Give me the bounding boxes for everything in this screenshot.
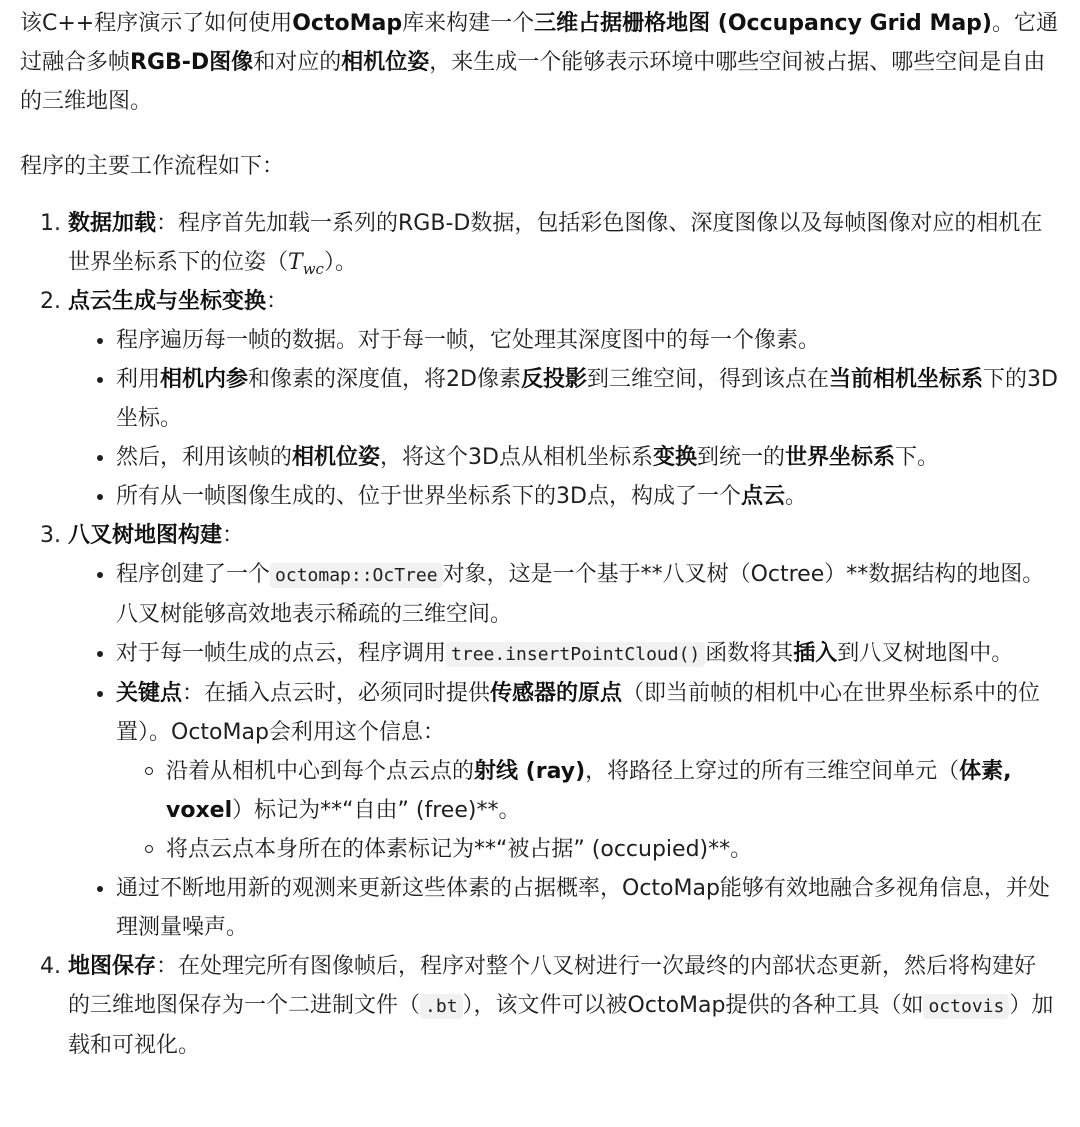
intro-text-5: ，来生成一个能够表示环境中哪些空间被占据、哪些空间是自由的三维地图。 — [20, 50, 1046, 114]
bullet-text: 和像素的深度值，将2D像素 — [248, 367, 521, 392]
bullet-text: 利用 — [116, 367, 161, 392]
sub-list-item — [166, 830, 1058, 869]
step-number: 3. — [40, 523, 61, 548]
math-subscript: wc — [302, 260, 324, 278]
sub-bullet-text: 沿着从相机中心到每个点云点的 — [166, 759, 475, 784]
bullet-text: ，将这个3D点从相机坐标系 — [380, 445, 653, 470]
intro-text-3: 。它通过融合多帧 — [20, 11, 1058, 75]
sub-bullet-bold: 体素, voxel — [166, 759, 1012, 823]
list-item — [116, 555, 1058, 634]
bullet-text: 所有从一帧图像生成的、位于世界坐标系下的3D点，构成了一个 — [116, 484, 741, 509]
sub-bullet-text: 将点云点本身所在的体素标记为**“被占据” (occupied)**。 — [166, 837, 753, 862]
bullet-text: 然后，利用该帧的 — [116, 445, 293, 470]
step-title: 地图保存 — [68, 954, 157, 979]
inline-code-insert: tree.insertPointCloud() — [446, 642, 705, 667]
bullet-text: 到三维空间，得到该点在 — [587, 367, 830, 392]
bullet-bold: 世界坐标系 — [785, 445, 896, 470]
sub-list-item — [166, 752, 1058, 830]
intro-text-4: 和对应的 — [253, 50, 342, 75]
step-2-bullets — [68, 321, 1058, 516]
bullet-text: 下的3D坐标。 — [116, 367, 1058, 431]
step-number: 4. — [40, 954, 61, 979]
intro-camera-pose: 相机位姿 — [341, 50, 430, 75]
step-3-bullets — [68, 555, 1058, 947]
inline-code-octree: octomap::OcTree — [270, 563, 443, 588]
bullet-bold: 相机内参 — [160, 367, 249, 392]
bullet-bold: 传感器的原点 — [490, 681, 623, 706]
bullet-bold: 关键点 — [116, 681, 183, 706]
step-4 — [40, 947, 1058, 1065]
list-item — [116, 869, 1058, 947]
bullet-text: 程序创建了一个 — [116, 562, 271, 587]
math-symbol: T — [288, 250, 303, 275]
list-item — [116, 674, 1058, 869]
bullet-bold: 变换 — [652, 445, 697, 470]
bullet-text: 对象，这是一个基于**八叉树（Octree）**数据结构的地图。八叉树能够高效地表示稀疏的三维空间。 — [116, 562, 1045, 627]
bullet-text: 函数将其 — [705, 641, 794, 666]
bullet-text: （即当前帧的相机中心在世界坐标系中的位置）。OctoMap会利用这个信息： — [116, 681, 1041, 745]
bullet-bold: 相机位姿 — [292, 445, 381, 470]
bullet-text: 程序遍历每一帧的数据。对于每一帧，它处理其深度图中的每一个像素。 — [116, 328, 821, 353]
step-title: 八叉树地图构建 — [68, 523, 223, 548]
bullet-text: 到统一的 — [697, 445, 786, 470]
bullet-bold: 点云 — [740, 484, 785, 509]
step-number: 1. — [40, 211, 61, 236]
intro-paragraph — [20, 4, 1058, 121]
intro-rgbd: RGB-D图像 — [130, 50, 254, 75]
bullet-bold: 反投影 — [520, 367, 587, 392]
bullet-bold: 插入 — [793, 641, 838, 666]
intro-occupancy-map: 三维占据栅格地图 (Occupancy Grid Map) — [534, 11, 992, 36]
list-item — [116, 438, 1058, 477]
sub-bullet-text: ）标记为**“自由” (free)**。 — [232, 798, 521, 823]
step-text: ：在处理完所有图像帧后，程序对整个八叉树进行一次最终的内部状态更新，然后将构建好的三维地图保存为一个二进制文件（ — [68, 954, 1037, 1018]
pose-math — [288, 250, 324, 278]
workflow-lead: 程序的主要工作流程如下： — [20, 154, 285, 179]
list-item — [116, 634, 1058, 674]
bullet-text: 对于每一帧生成的点云，程序调用 — [116, 641, 447, 666]
step-title: 点云生成与坐标变换 — [68, 289, 267, 314]
step-3 — [40, 516, 1058, 947]
step-number: 2. — [40, 289, 61, 314]
bullet-text: 下。 — [895, 445, 940, 470]
intro-text-1: 该C++程序演示了如何使用 — [20, 11, 293, 36]
inline-code-octovis: octovis — [923, 994, 1009, 1019]
bullet-text: 到八叉树地图中。 — [837, 641, 1014, 666]
workflow-steps — [20, 204, 1058, 1065]
step-text: ），该文件可以被OctoMap提供的各种工具（如 — [462, 993, 924, 1018]
step-2 — [40, 282, 1058, 516]
step-text: ：程序首先加载一系列的RGB-D数据，包括彩色图像、深度图像以及每帧图像对应的相机在世界坐标系下的位姿（ — [68, 211, 1043, 275]
sub-bullet-bold: 射线 (ray) — [474, 759, 586, 784]
bullet-text: 。 — [784, 484, 807, 509]
bullet-text: 通过不断地用新的观测来更新这些体素的占据概率，OctoMap能够有效地融合多视角信息，并处理测量噪声。 — [116, 876, 1050, 940]
list-item — [116, 360, 1058, 438]
intro-octomap: OctoMap — [292, 11, 403, 36]
intro-text-2: 库来构建一个 — [402, 11, 535, 36]
bullet-text: ：在插入点云时，必须同时提供 — [182, 681, 491, 706]
inline-code-bt: .bt — [420, 994, 463, 1019]
sub-bullet-text: ，将路径上穿过的所有三维空间单元（ — [585, 759, 960, 784]
step-text: ）加载和可视化。 — [68, 993, 1054, 1058]
bullet-bold: 当前相机坐标系 — [829, 367, 984, 392]
step-colon: ： — [266, 289, 289, 314]
step-text-end: ）。 — [323, 250, 357, 275]
list-item — [116, 321, 1058, 360]
step-title: 数据加载 — [68, 211, 157, 236]
step-1 — [40, 204, 1058, 282]
step-colon: ： — [222, 523, 245, 548]
list-item — [116, 477, 1058, 516]
sub-bullets — [116, 752, 1058, 869]
